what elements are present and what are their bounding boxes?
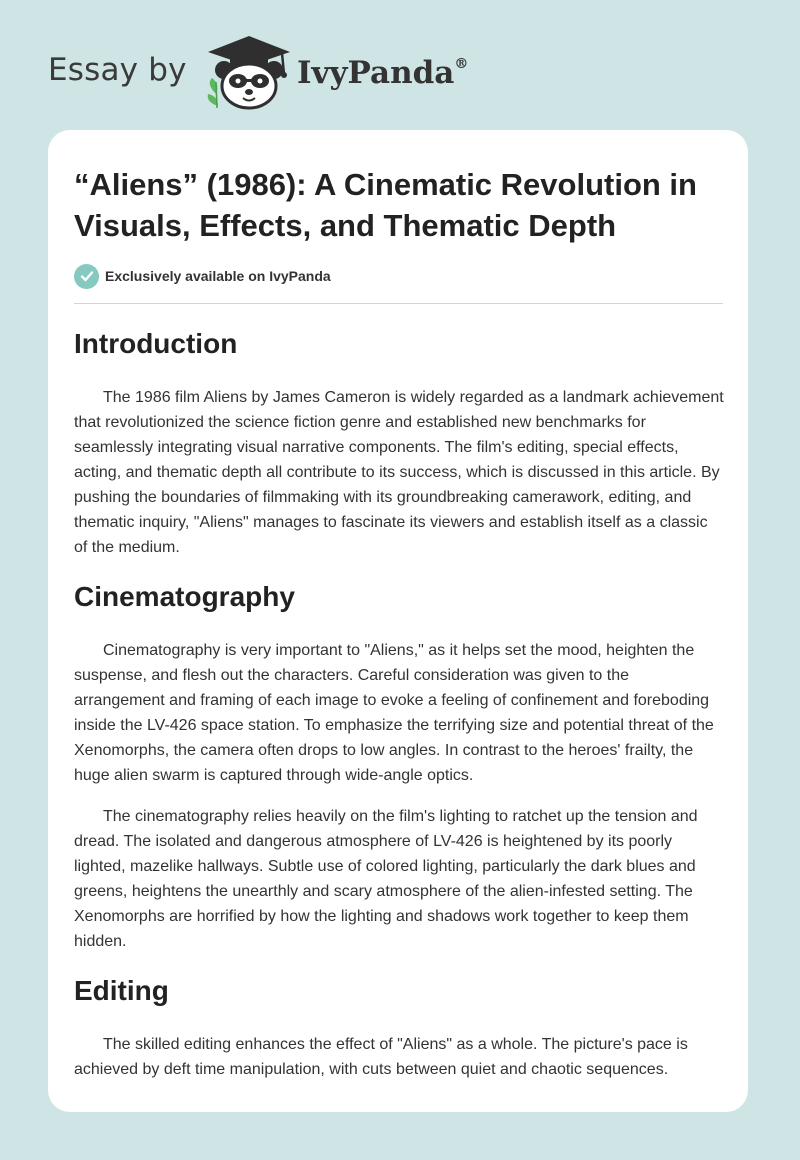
paragraph: The 1986 film Aliens by James Cameron is widely regarded as a landmark achievement that revolutionized the science fiction genre and established new benchmarks for seamlessly integrating visual narrative components. The film's editing, special effects, acting, and thematic depth all contribute to its success, which is discussed in this article. By pushing the boundaries of filmmaking with its groundbreaking camerawork, editing, and thematic inquiry, "Aliens" manages to fascinate its viewers and establish itself as a classic of the medium.	[74, 389, 724, 556]
ivypanda-brand-name[interactable]: IvyPanda®	[297, 55, 469, 91]
essay-title: “Aliens” (1986): A Cinematic Revolution in Visuals, Effects, and Thematic Depth	[74, 167, 697, 243]
trademark-symbol: ®	[454, 55, 469, 72]
section-heading-cinematography: Cinematography	[74, 581, 295, 612]
essay-by-label: Essay by	[48, 52, 187, 88]
section-heading-introduction: Introduction	[74, 328, 238, 359]
title-divider	[74, 303, 723, 304]
section-heading-editing: Editing	[74, 975, 169, 1006]
paragraph: The skilled editing enhances the effect of "Aliens" as a whole. The picture's pace is achieved by deft time manipulation, with cuts between quiet and chaotic sequences.	[74, 1036, 688, 1078]
paragraph: The cinematography relies heavily on the film's lighting to ratchet up the tension and dread. The isolated and dangerous atmosphere of LV-426 is heightened by its poorly lighted, mazelike hallways. Subtle use of colored lighting, particularly the dark blues and greens, heightens the unearthly and scary atmosphere of the alien-infested setting. The Xenomorphs are horrified by how the lighting and shadows work together to keep them hidden.	[74, 808, 698, 950]
paragraph: Cinematography is very important to "Aliens," as it helps set the mood, heighten the suspense, and flesh out the characters. Careful consideration was given to the arrangement and framing of each image to evoke a feeling of confinement and foreboding inside the LV-426 space station. To emphasize the terrifying size and potential threat of the Xenomorphs, the camera often drops to low angles. In contrast to the heroes' frailty, the huge alien swarm is captured through wide-angle optics.	[74, 642, 714, 784]
essay-body	[74, 322, 724, 1082]
essay-card	[48, 130, 748, 1112]
site-header	[48, 34, 508, 114]
exclusive-label: Exclusively available on IvyPanda	[105, 268, 331, 284]
check-circle-icon	[74, 264, 99, 289]
ivypanda-logo-icon[interactable]	[204, 34, 294, 110]
exclusive-badge	[74, 263, 331, 289]
